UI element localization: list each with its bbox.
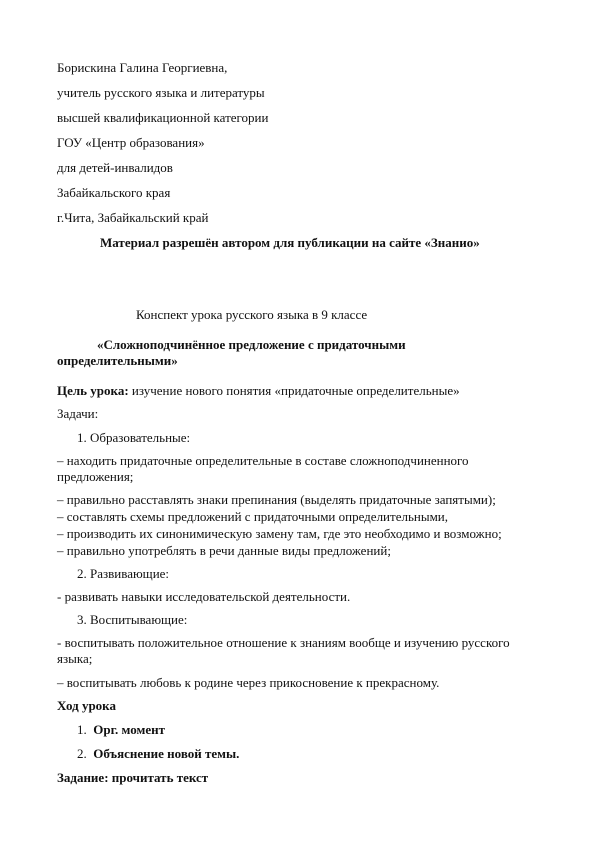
- task1-item: – составлять схемы предложений с придаточными определительными,: [57, 509, 449, 524]
- task1-item: – правильно расставлять знаки препинания (выделять придаточные запятыми);: [57, 492, 496, 507]
- task3-item: – воспитывать любовь к родине через прикосновение к прекрасному.: [57, 675, 440, 690]
- publication-permission: Материал разрешён автором для публикации на сайте «Знанио»: [100, 235, 480, 250]
- task1-item: – находить придаточные определительные в составе сложноподчиненного предложения;: [57, 453, 469, 484]
- goal-label: Цель урока:: [57, 383, 129, 398]
- task3-title: 3. Воспитывающие:: [77, 612, 188, 627]
- course-step: [77, 722, 165, 738]
- author-city: г.Чита, Забайкальский край: [57, 210, 209, 225]
- author-name: Борискина Галина Георгиевна,: [57, 60, 228, 75]
- tasks-label: Задачи:: [57, 406, 99, 421]
- lesson-heading: Конспект урока русского языка в 9 классе: [136, 307, 368, 322]
- step-number: 1.: [77, 722, 87, 737]
- task1-item: – производить их синонимическую замену там, где это необходимо и возможно;: [57, 526, 502, 541]
- author-region: Забайкальского края: [57, 185, 171, 200]
- assignment: Задание: прочитать текст: [57, 770, 209, 785]
- step-text: Орг. момент: [93, 722, 165, 737]
- task2-title: 2. Развивающие:: [77, 566, 170, 581]
- task2-item: - развивать навыки исследовательской деятельности.: [57, 589, 351, 604]
- task3-item: - воспитывать положительное отношение к знаниям вообще и изучению русского языка;: [57, 635, 510, 666]
- task1-title: 1. Образовательные:: [77, 430, 191, 445]
- step-text: Объяснение новой темы.: [93, 746, 240, 761]
- course-step: [77, 746, 239, 762]
- task1-item: – правильно употреблять в речи данные виды предложений;: [57, 543, 391, 558]
- step-number: 2.: [77, 746, 87, 761]
- author-category: высшей квалификационной категории: [57, 110, 269, 125]
- course-heading: Ход урока: [57, 698, 116, 713]
- goal-text: изучение нового понятия «придаточные определительные»: [128, 383, 460, 398]
- author-institution: ГОУ «Центр образования»: [57, 135, 205, 150]
- author-position: учитель русского языка и литературы: [57, 85, 265, 100]
- lesson-topic: «Сложноподчинённое предложение с придаточными определительными»: [57, 337, 406, 368]
- lesson-goal: [57, 383, 460, 399]
- author-institution-cont: для детей-инвалидов: [57, 160, 173, 175]
